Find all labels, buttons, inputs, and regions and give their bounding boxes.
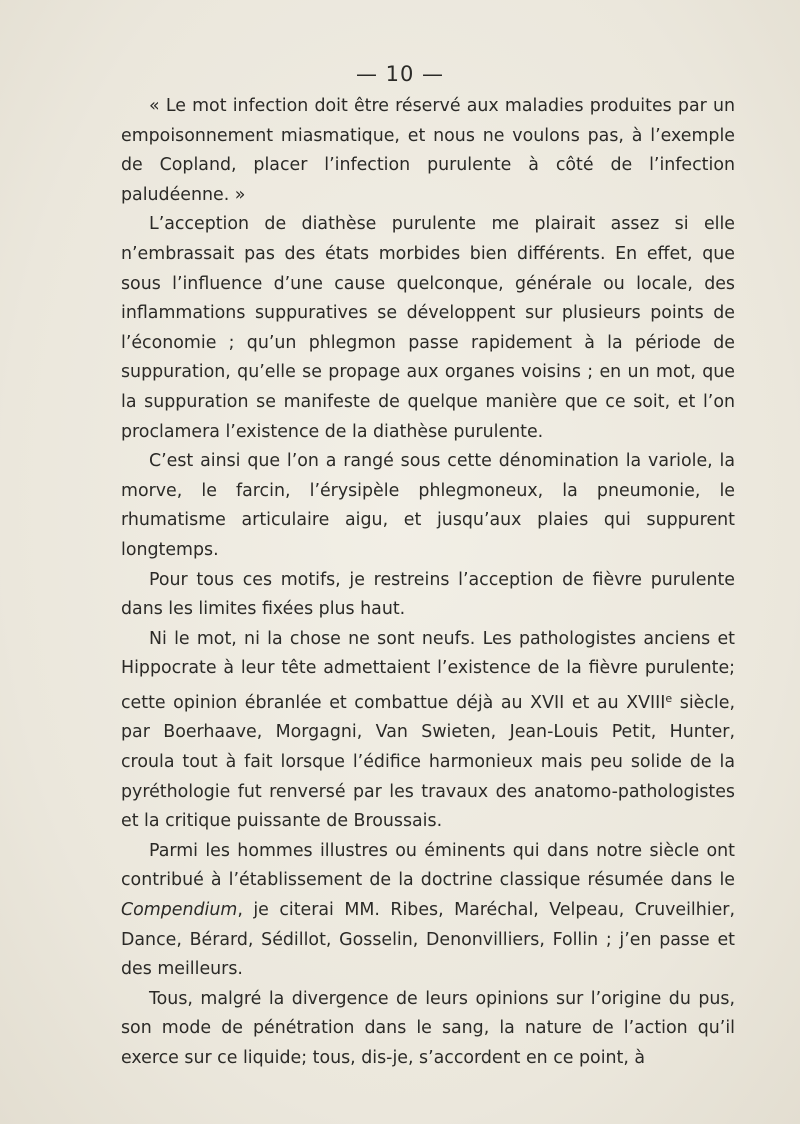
paragraph-quote: « Le mot infection doit être réservé aux maladies produites par un empoisonnement miasmatique, et nous ne voulons pas, à l’exemple de Copland, placer l’infection purulente à côté de l’infection paludéenne. »	[121, 96, 735, 205]
century-superscript: e	[665, 691, 673, 705]
paragraph-diathese: L’acception de diathèse purulente me plairait assez si elle n’embrassait pas des états morbides bien différents. En effet, que sous l’influence d’une cause quelconque, générale ou locale, des inflammations suppuratives se développent sur plusieurs points de l’économie ; qu’un phlegmon passe rapidement à la période de suppuration, qu’elle se propage aux organes voisins ; en un mot, que la suppuration se manifeste de quelque manière que ce soit, et l’on proclamera l’existence de la diathèse purulente.	[121, 214, 735, 442]
compendium-title: Compendium	[121, 900, 238, 921]
history-text-b: siècle, par Boerhaave, Morgagni, Van Swieten, Jean-Louis Petit, Hunter, croula tout à fait lorsque l’édifice harmonieux mais peu solide de la pyréthologie fut renversé par les travaux des anatomo-pathologistes et la critique puissante de Broussais.	[121, 692, 735, 832]
paragraph-motifs: Pour tous ces motifs, je restreins l’acception de fièvre purulente dans les limites fixées plus haut.	[121, 569, 735, 620]
authors-text-b: , je citerai MM. Ribes, Maréchal, Velpeau, Cruveilhier, Dance, Bérard, Sédillot, Gosselin, Denonvilliers, Follin ; j’en passe et des meilleurs.	[121, 900, 735, 980]
authors-text-a: Parmi les hommes illustres ou éminents qui dans notre siècle ont contribué à l’établissement de la doctrine classique résumée dans le	[121, 840, 735, 891]
body-text	[121, 92, 735, 1074]
page-number: — 10 —	[355, 62, 445, 86]
paragraph-authors	[121, 837, 735, 985]
history-text-a: Ni le mot, ni la chose ne sont neufs. Les pathologistes anciens et Hippocrate à leur tête admettaient l’existence de la fièvre purulente; cette opinion ébranlée et combattue déjà au XVII et au XVIII	[121, 628, 735, 713]
paragraph-denomination: C’est ainsi que l’on a rangé sous cette dénomination la variole, la morve, le farcin, l’érysipèle phlegmoneux, la pneumonie, le rhumatisme articulaire aigu, et jusqu’aux plaies qui suppurent longtemps.	[121, 451, 735, 560]
paragraph-consensus: Tous, malgré la divergence de leurs opinions sur l’origine du pus, son mode de pénétration dans le sang, la nature de l’action qu’il exerce sur ce liquide; tous, dis-je, s’accordent en ce point, à	[121, 988, 735, 1068]
paragraph-history	[121, 625, 735, 837]
